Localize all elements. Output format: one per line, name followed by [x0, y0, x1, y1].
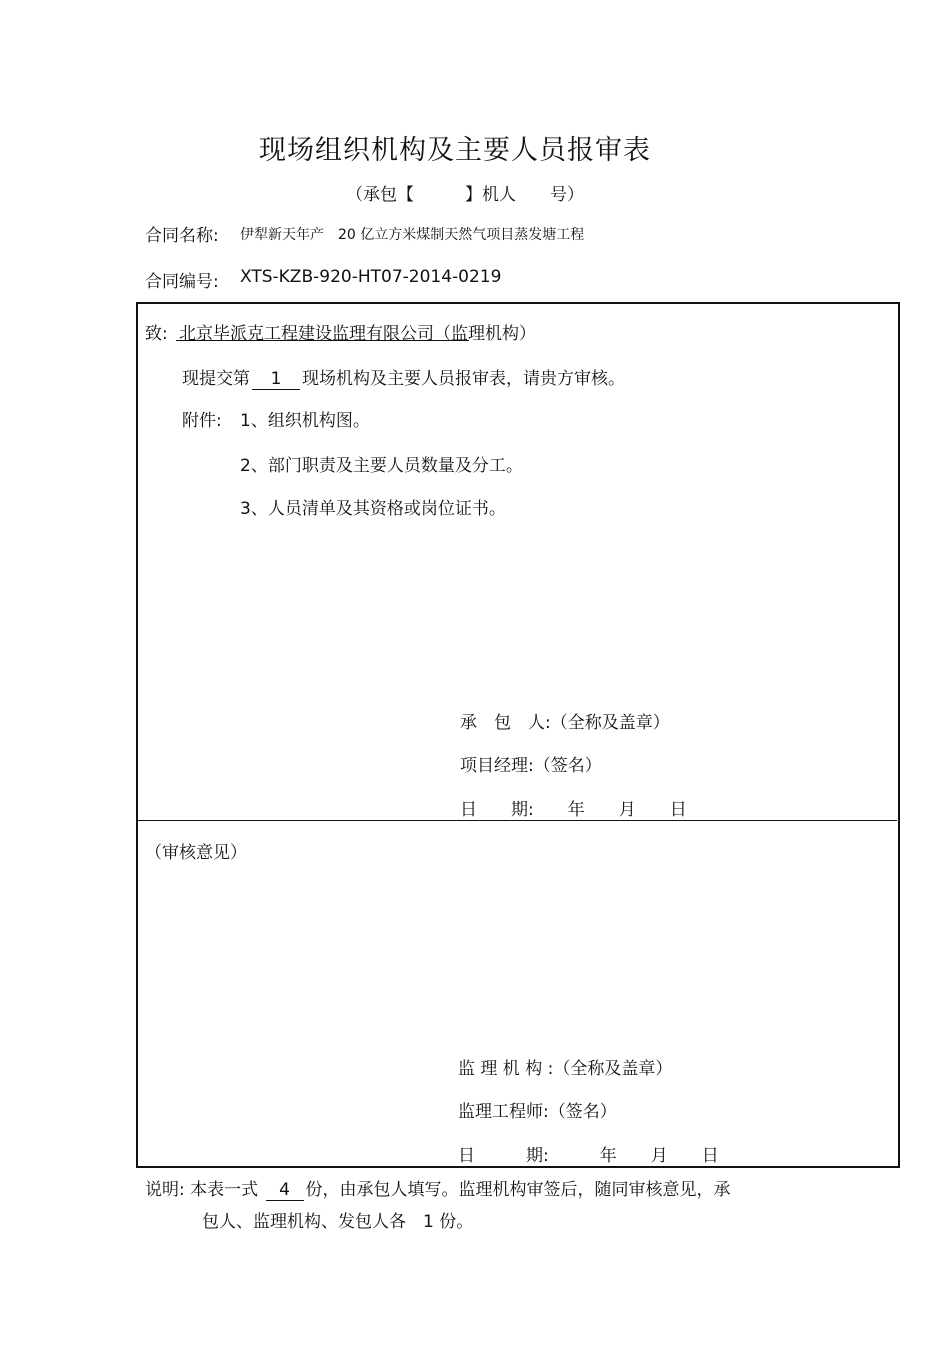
contract-name-label: 合同名称: [145, 226, 219, 246]
submission-line [182, 364, 625, 390]
note-line-2: 包人、监理机构、发包人各 1 份。 [202, 1212, 474, 1232]
submission-number: 1 [252, 369, 300, 390]
attachment-item: 1、组织机构图。 [240, 411, 370, 431]
recipient-label: 致: [145, 324, 168, 344]
note-label: 说明: [145, 1180, 185, 1200]
page-title: 现场组织机构及主要人员报审表 [259, 135, 651, 166]
review-opinion-label: （审核意见） [145, 843, 247, 863]
attachments-label: 附件: [182, 411, 222, 431]
supervision-agency-label: 监 理 机 构 :（全称及盖章） [458, 1059, 673, 1079]
note-line-1 [145, 1175, 731, 1201]
section-divider [137, 820, 897, 821]
contract-number-label: 合同编号: [145, 272, 219, 292]
recipient-value: 北京毕派克工程建设监理有限公司（监理机构） [179, 324, 536, 344]
submission-prefix: 现提交第 [182, 369, 250, 389]
project-manager-label: 项目经理:（签名） [460, 756, 602, 776]
submission-date-label: 日 期: 年 月 日 [460, 800, 687, 820]
note-suffix: 份，由承包人填写。监理机构审签后，随同审核意见，承 [305, 1180, 731, 1200]
supervision-engineer-label: 监理工程师:（签名） [458, 1102, 617, 1122]
review-date-label: 日 期: 年 月 日 [458, 1146, 719, 1166]
contractor-signature-label: 承 包 人:（全称及盖章） [460, 713, 670, 733]
note-copies: 4 [266, 1180, 304, 1201]
recipient-underline [176, 340, 469, 341]
attachment-item: 3、人员清单及其资格或岗位证书。 [240, 499, 506, 519]
note-prefix: 本表一式 [190, 1180, 259, 1200]
contract-name-value: 伊犁新天年产 20 亿立方米煤制天然气项目蒸发塘工程 [240, 227, 585, 243]
submission-suffix: 现场机构及主要人员报审表，请贵方审核。 [302, 369, 625, 389]
form-number: （承包【 】机人 号） [346, 185, 584, 205]
contract-number-value: XTS-KZB-920-HT07-2014-0219 [240, 267, 502, 287]
attachment-item: 2、部门职责及主要人员数量及分工。 [240, 456, 523, 476]
form-table [136, 302, 900, 1168]
